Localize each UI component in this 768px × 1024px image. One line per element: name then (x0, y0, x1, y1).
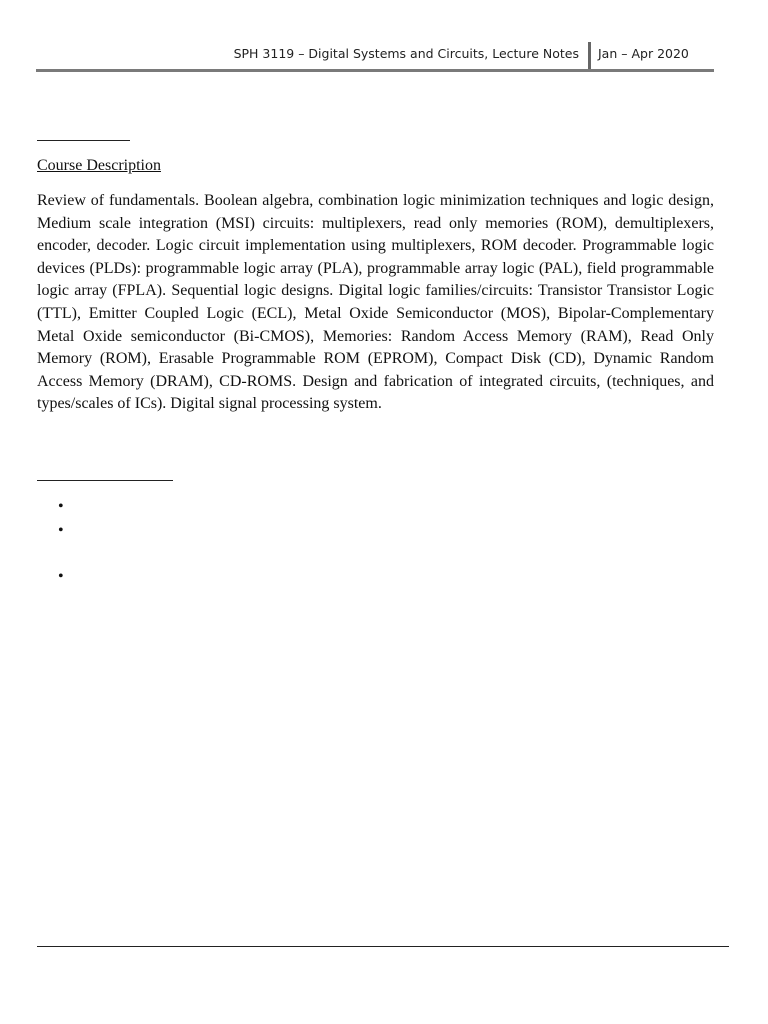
header-course-title: SPH 3119 – Digital Systems and Circuits, Lecture Notes (233, 46, 579, 61)
list-bullet: • (58, 522, 64, 539)
header-date: Jan – Apr 2020 (598, 46, 689, 61)
footer-rule (37, 946, 729, 947)
blank-heading-line (37, 140, 130, 141)
course-description-text: Review of fundamentals. Boolean algebra, combination logic minimization techniques and logic design, Medium scale integration (MSI) circuits: multiplexers, read only memories (ROM), demultiplexers, encoder, decoder. Logic circuit implementation using multiplexers, ROM decoder. Programmable logic devices (PLDs): programmable logic array (PLA), programmable array logic (PAL), field programmable logic array (FPLA). Sequential logic designs. Digital logic families/circuits: Transistor Transistor Logic (TTL), Emitter Coupled Logic (ECL), Metal Oxide Semiconductor (MOS), Bipolar-Complementary Metal Oxide semiconductor (Bi-CMOS), Memories: Random Access Memory (RAM), Read Only Memory (ROM), Erasable Programmable ROM (EPROM), Compact Disk (CD), Dynamic Random Access Memory (DRAM), CD-ROMS. Design and fabrication of integrated circuits, (techniques, and types/scales of ICs). Digital signal processing system. (37, 192, 714, 413)
section-title: Course Description (37, 157, 161, 174)
blank-heading-line (37, 480, 173, 481)
header-separator (588, 42, 591, 70)
list-bullet: • (58, 498, 64, 515)
header-rule (36, 69, 714, 72)
list-bullet: • (58, 568, 64, 585)
